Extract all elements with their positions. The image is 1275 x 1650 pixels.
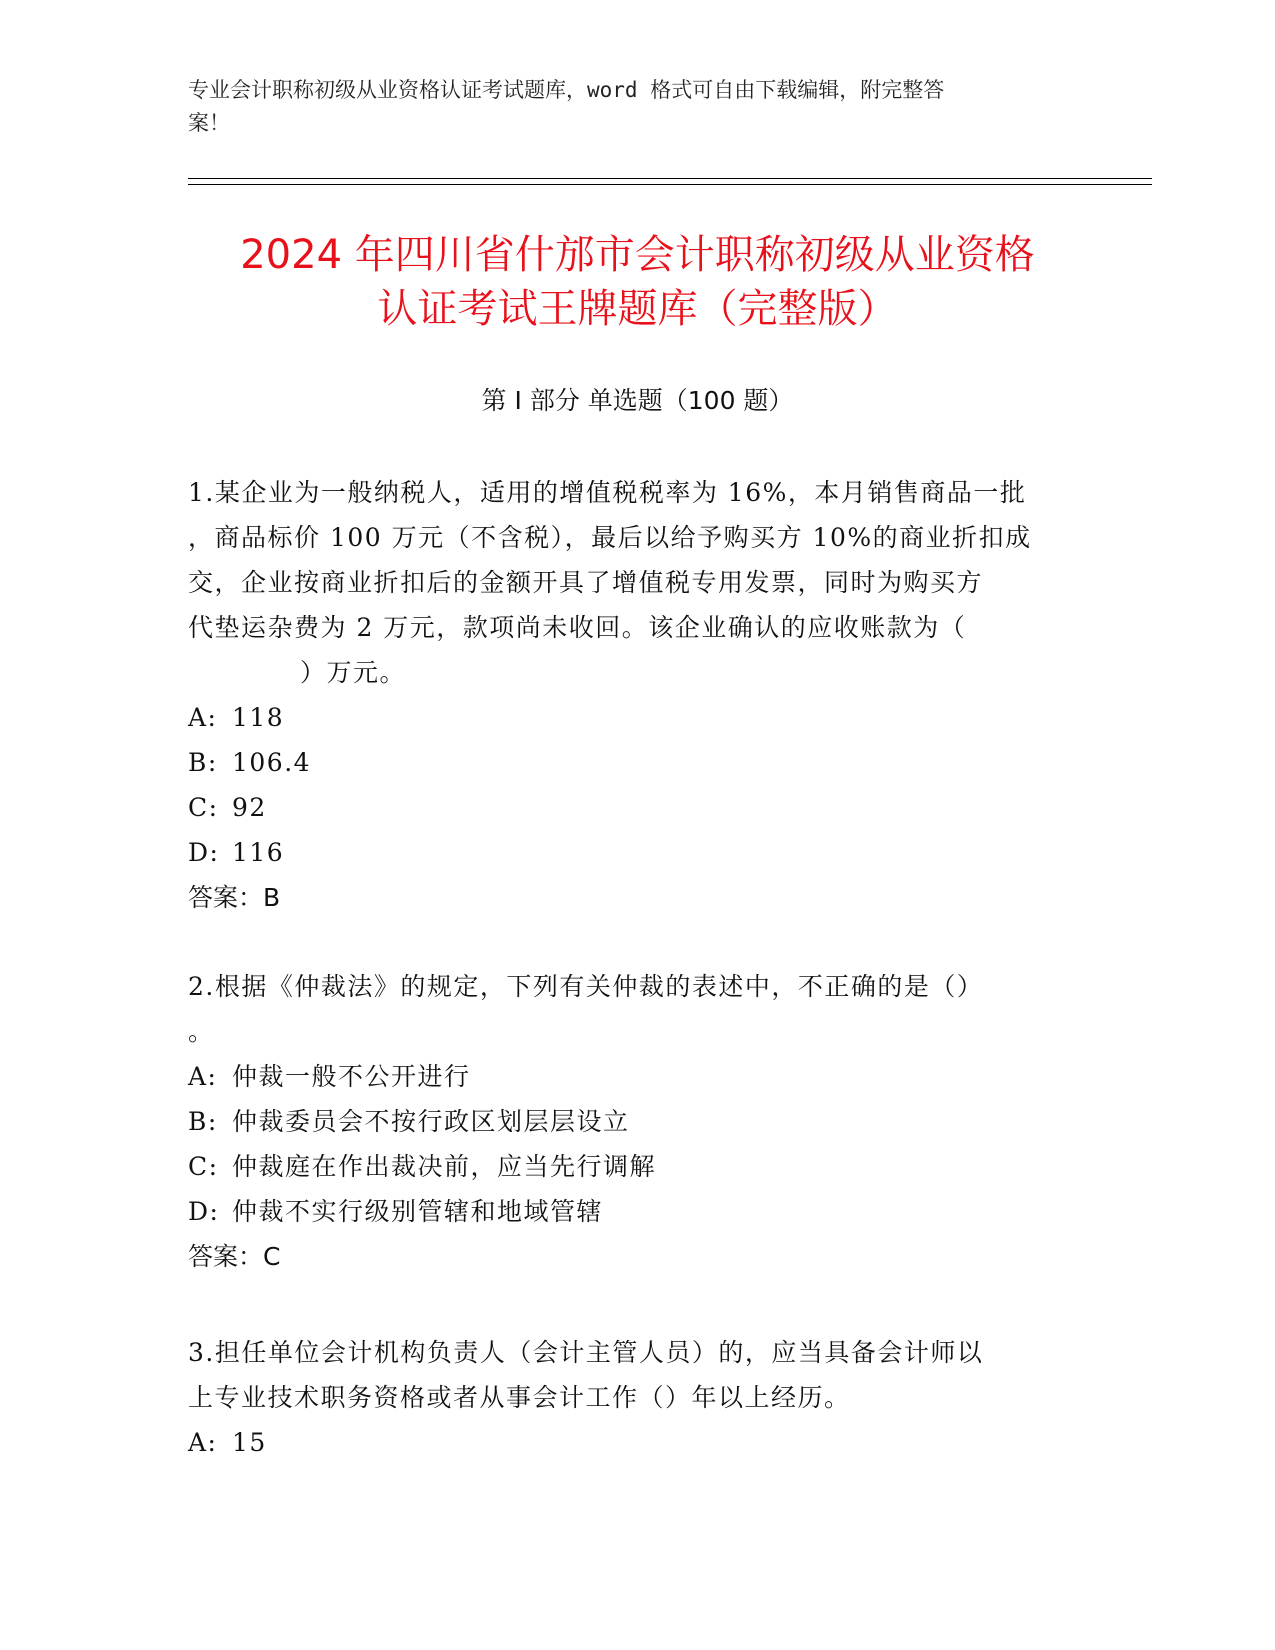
option-text: 118 bbox=[232, 703, 285, 732]
option-text: 15 bbox=[232, 1428, 267, 1457]
option-letter: A: bbox=[188, 1062, 218, 1091]
option-letter: A: bbox=[188, 703, 218, 732]
answer-option bbox=[188, 1189, 1088, 1234]
answer-option bbox=[188, 1099, 1088, 1144]
answer-option bbox=[188, 695, 1088, 740]
question-item bbox=[188, 1330, 1088, 1465]
question-text bbox=[188, 964, 1088, 1054]
question-text-line: ，商品标价 100 万元（不含税），最后以给予购买方 10%的商业折扣成 bbox=[188, 523, 1032, 552]
header-note-line: 案！ bbox=[188, 111, 230, 135]
answer-option bbox=[188, 1144, 1088, 1189]
document-title-line: 2024 年四川省什邡市会计职称初级从业资格 bbox=[240, 232, 1035, 278]
header-divider bbox=[188, 184, 1152, 185]
answer-option bbox=[188, 830, 1088, 875]
header-divider bbox=[188, 178, 1152, 179]
question-text-line: 代垫运杂费为 2 万元，款项尚未收回。该企业确认的应收账款为（ bbox=[188, 613, 967, 642]
header-note-line: 专业会计职称初级从业资格认证考试题库，word 格式可自由下载编辑，附完整答 bbox=[188, 78, 945, 102]
document-title bbox=[0, 228, 1275, 336]
answer-option bbox=[188, 785, 1088, 830]
option-text: 116 bbox=[232, 838, 285, 867]
option-letter: C: bbox=[188, 1152, 219, 1181]
header-note bbox=[188, 74, 1068, 140]
question-text-line: 交，企业按商业折扣后的金额开具了增值税专用发票，同时为购买方 bbox=[188, 568, 984, 597]
question-text bbox=[188, 1330, 1088, 1420]
answer-key: 答案：C bbox=[188, 1242, 281, 1271]
option-text: 仲裁一般不公开进行 bbox=[232, 1062, 471, 1091]
option-text: 仲裁庭在作出裁决前，应当先行调解 bbox=[232, 1152, 657, 1181]
option-letter: D: bbox=[188, 1197, 220, 1226]
option-text: 106.4 bbox=[232, 748, 312, 777]
option-text: 仲裁不实行级别管辖和地域管辖 bbox=[232, 1197, 604, 1226]
question-item bbox=[188, 470, 1088, 920]
question-text-line: 2.根据《仲裁法》的规定，下列有关仲裁的表述中，不正确的是（） bbox=[188, 972, 984, 1001]
option-letter: B: bbox=[188, 748, 218, 777]
question-text-line: 。 bbox=[188, 1017, 215, 1046]
option-letter: B: bbox=[188, 1107, 218, 1136]
option-text: 92 bbox=[232, 793, 267, 822]
option-text: 仲裁委员会不按行政区划层层设立 bbox=[232, 1107, 630, 1136]
question-text-line: ）万元。 bbox=[300, 658, 407, 687]
answer-option bbox=[188, 1054, 1088, 1099]
question-item bbox=[188, 964, 1088, 1279]
question-text-line: 3.担任单位会计机构负责人（会计主管人员）的，应当具备会计师以 bbox=[188, 1338, 984, 1367]
option-letter: A: bbox=[188, 1428, 218, 1457]
option-letter: D: bbox=[188, 838, 220, 867]
answer-option bbox=[188, 1420, 1088, 1465]
option-letter: C: bbox=[188, 793, 219, 822]
answer-option bbox=[188, 740, 1088, 785]
question-text bbox=[188, 470, 1088, 695]
section-heading: 第 I 部分 单选题（100 题） bbox=[481, 386, 794, 415]
document-title-line: 认证考试王牌题库（完整版） bbox=[377, 286, 898, 332]
answer-key: 答案：B bbox=[188, 883, 281, 912]
question-text-line: 1.某企业为一般纳税人，适用的增值税税率为 16%，本月销售商品一批 bbox=[188, 478, 1027, 507]
question-text-line: 上专业技术职务资格或者从事会计工作（）年以上经历。 bbox=[188, 1383, 851, 1412]
